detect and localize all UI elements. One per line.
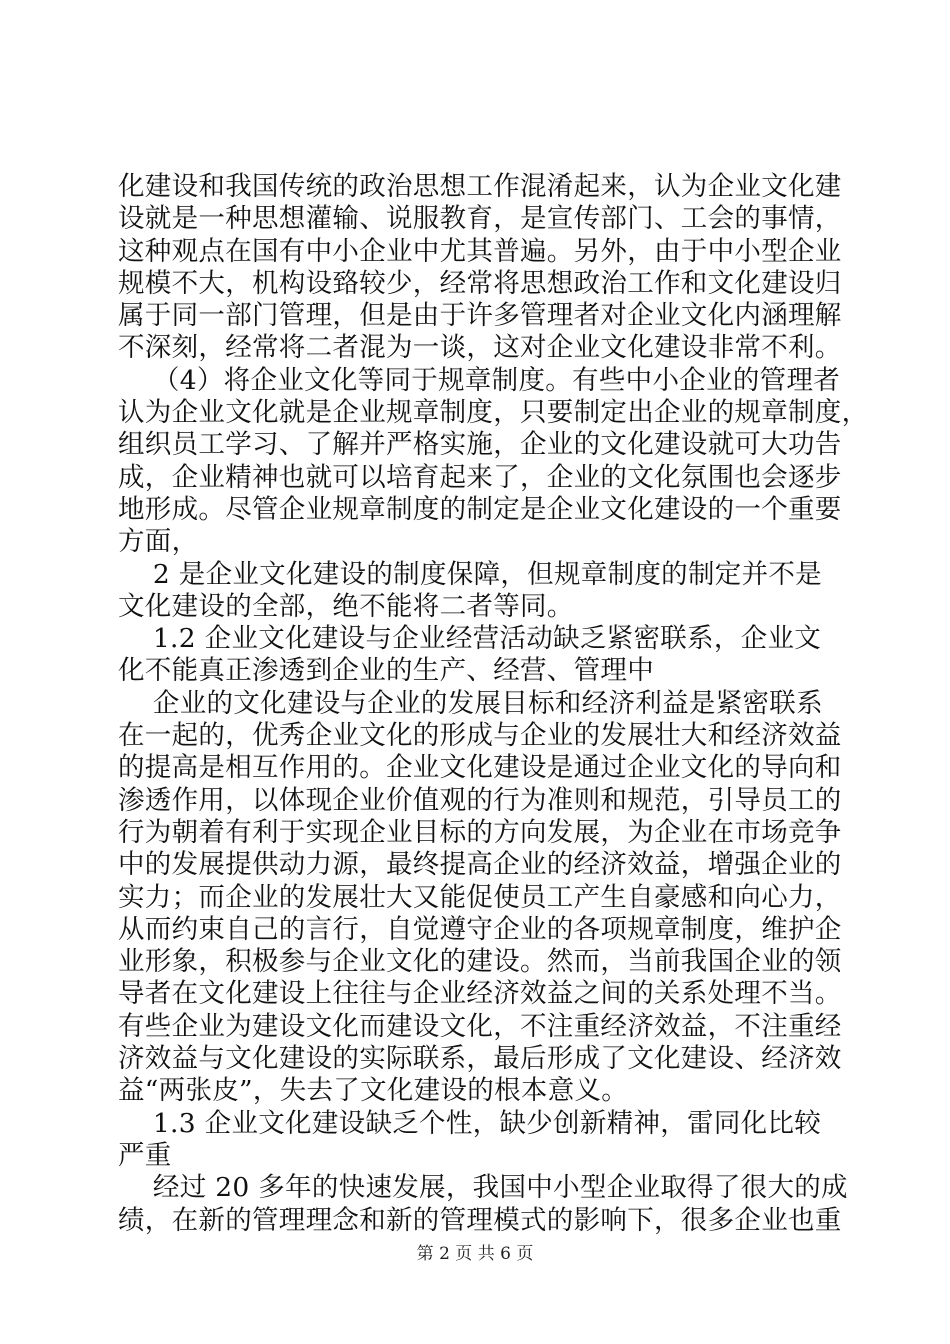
text-line: 化建设和我国传统的政治思想工作混淆起来，认为企业文化建 — [118, 171, 842, 202]
text-line: 成，企业精神也就可以培育起来了，企业的文化氛围也会逐步 — [118, 461, 842, 493]
text-line: 经过 20 多年的快速发展，我国中小型企业取得了很大的成 — [118, 1172, 848, 1204]
text-line: 在一起的，优秀企业文化的形成与企业的发展壮大和经济效益 — [118, 720, 842, 752]
text-line: 组织员工学习、了解并严格实施，企业的文化建设就可大功告 — [118, 429, 842, 461]
text-line: 化不能真正渗透到企业的生产、经营、管理中 — [118, 655, 654, 687]
text-line: 地形成。尽管企业规章制度的制定是企业文化建设的一个重要 — [118, 493, 842, 525]
text-line: 认为企业文化就是企业规章制度，只要制定出企业的规章制度， — [118, 397, 869, 429]
text-line: 济效益与文化建设的实际联系，最后形成了文化建设、经济效 — [118, 1043, 842, 1075]
text-line: 方面， — [118, 526, 199, 558]
text-line: 1.3 企业文化建设缺乏个性，缺少创新精神，雷同化比较 — [118, 1107, 822, 1139]
text-line: 这种观点在国有中小企业中尤其普遍。另外，由于中小型企业 — [118, 235, 842, 267]
text-line: 不深刻，经常将二者混为一谈，这对企业文化建设非常不利。 — [118, 332, 842, 364]
text-line: 渗透作用，以体现企业价值观的行为准则和规范，引导员工的 — [118, 784, 842, 816]
text-line: 规模不大，机构设臵较少，经常将思想政治工作和文化建设归 — [118, 267, 842, 299]
text-line: （4）将企业文化等同于规章制度。有些中小企业的管理者 — [118, 364, 841, 396]
text-line: 从而约束自己的言行，自觉遵守企业的各项规章制度，维护企 — [118, 913, 842, 945]
text-line: 文化建设的全部，绝不能将二者等同。 — [118, 590, 574, 622]
text-line: 业形象，积极参与企业文化的建设。然而，当前我国企业的领 — [118, 946, 842, 978]
text-line: 绩，在新的管理理念和新的管理模式的影响下，很多企业也重 — [118, 1204, 842, 1236]
text-line: 严重 — [118, 1139, 172, 1171]
text-line: 2 是企业文化建设的制度保障，但规章制度的制定并不是 — [118, 558, 822, 590]
text-line: 中的发展提供动力源，最终提高企业的经济效益，增强企业的 — [118, 849, 842, 881]
page-number-footer: 第 2 页 共 6 页 — [416, 1244, 534, 1264]
text-line: 企业的文化建设与企业的发展目标和经济利益是紧密联系 — [118, 687, 823, 719]
text-line: 益“两张皮”，失去了文化建设的根本意义。 — [118, 1075, 629, 1107]
text-line: 1.2 企业文化建设与企业经营活动缺乏紧密联系，企业文 — [118, 623, 822, 655]
text-line: 行为朝着有利于实现企业目标的方向发展，为企业在市场竞争 — [118, 816, 842, 848]
text-line: 实力；而企业的发展壮大又能促使员工产生自豪感和向心力， — [118, 881, 842, 913]
text-line: 设就是一种思想灌输、说服教育，是宣传部门、工会的事情， — [118, 203, 842, 235]
text-line: 导者在文化建设上往往与企业经济效益之间的关系处理不当。 — [118, 978, 842, 1010]
text-line: 的提高是相互作用的。企业文化建设是通过企业文化的导向和 — [118, 752, 842, 784]
text-line: 属于同一部门管理，但是由于许多管理者对企业文化内涵理解 — [118, 300, 842, 332]
body-text — [118, 171, 869, 1237]
text-line: 有些企业为建设文化而建设文化，不注重经济效益，不注重经 — [118, 1010, 842, 1042]
